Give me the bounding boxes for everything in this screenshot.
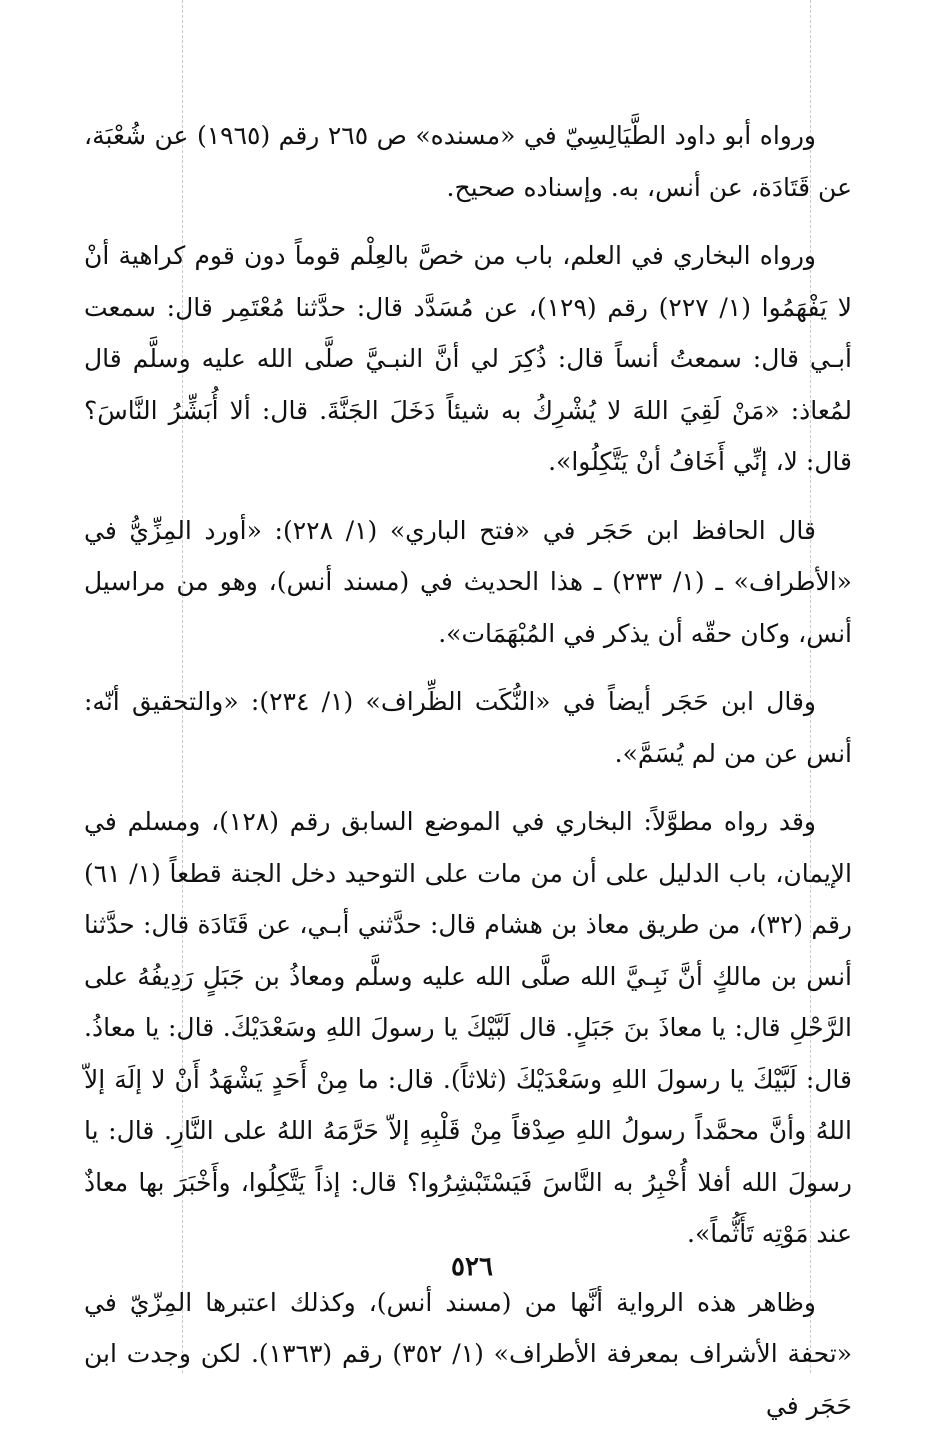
page-number: ٥٢٦ (451, 1252, 493, 1282)
page-body-text (84, 110, 852, 1448)
paragraph-tayalisi: ورواه أبو داود الطَّيَالِسِيّ في «مسنده» ص ٢٦٥ رقم (١٩٦٥) عن شُعْبَة، عن قَتَادَة، عن أنس، به. وإسناده صحيح. (84, 121, 852, 202)
paragraph-fath-al-bari: قال الحافظ ابن حَجَر في «فتح الباري» (١/ ٢٢٨): «أورد المِزِّيُّ في «الأطراف» ـ (١/ ٢٣٣) ـ هذا الحديث في (مسند أنس)، وهو من مراسيل أنس، وكان حقّه أن يذكر في المُبْهَمَات». (84, 515, 852, 648)
paragraph-tuhfat-al-ashraf: وظاهر هذه الرواية أنَّها من (مسند أنس)، وكذلك اعتبرها المِزّيّ في «تحفة الأشراف بمعرفة الأطراف» (١/ ٣٥٢) رقم (١٣٦٣). لكن وجدت ابن حَجَر في (84, 1287, 852, 1420)
paragraph-long-narration: وقد رواه مطوَّلاً: البخاري في الموضع السابق رقم (١٢٨)، ومسلم في الإيمان، باب الدليل على أن من مات على التوحيد دخل الجنة قطعاً (١/ ٦١) رقم (٣٢)، من طريق معاذ بن هشام قال: حدَّثني أبـي، عن قَتَادَة قال: حدَّثنا أنس بن مالكٍ أنَّ نَبِـيَّ الله صلَّى الله عليه وسلَّم ومعاذُ بن جَبَلٍ رَدِيفُهُ على الرَّحْلِ قال: يا معاذَ بنَ جَبَلٍ. قال لَبَّيْكَ يا رسولَ اللهِ وسَعْدَيْكَ. قال: يا معاذُ. قال: لَبَّيْكَ يا رسولَ اللهِ وسَعْدَيْكَ (ثلاثاً). قال: ما مِنْ أَحَدٍ يَشْهَدُ أَنْ لا إلَهَ إلاّ اللهُ وأنَّ محمَّداً رسولُ اللهِ صِدْقاً مِنْ قَلْبِهِ إلاّ حَرَّمَهُ اللهُ على النَّارِ. قال: يا رسولَ الله أفلا أُخْبِرُ به النَّاسَ فَيَسْتَبْشِرُوا؟ قال: إذاً يَتَّكِلُوا، وأَخْبَرَ بها معاذٌ عند مَوْتِه تَأَثُّماً». (84, 807, 852, 1248)
paragraph-nukat-al-ziraf: وقال ابن حَجَر أيضاً في «النُّكَت الظِّراف» (١/ ٢٣٤): «والتحقيق أنّه: أنس عن من لم يُسَمَّ». (84, 687, 852, 768)
paragraph-bukhari-ilm: ورواه البخاري في العلم، باب من خصَّ بالعِلْم قوماً دون قوم كراهية أنْ لا يَفْهَمُوا (١/ ٢٢٧) رقم (١٢٩)، عن مُسَدَّد قال: حدَّثنا مُعْتَمِر قال: سمعت أبـي قال: سمعتُ أنساً قال: ذُكِرَ لي أنَّ النبـيَّ صلَّى الله عليه وسلَّم قال لمُعاذ: «مَنْ لَقِيَ اللهَ لا يُشْرِكُ به شيئاً دَخَلَ الجَنَّةَ. قال: ألا أُبَشِّرُ النَّاسَ؟ قال: لا، إنِّي أَخَافُ أنْ يَتَّكِلُوا». (84, 241, 853, 476)
